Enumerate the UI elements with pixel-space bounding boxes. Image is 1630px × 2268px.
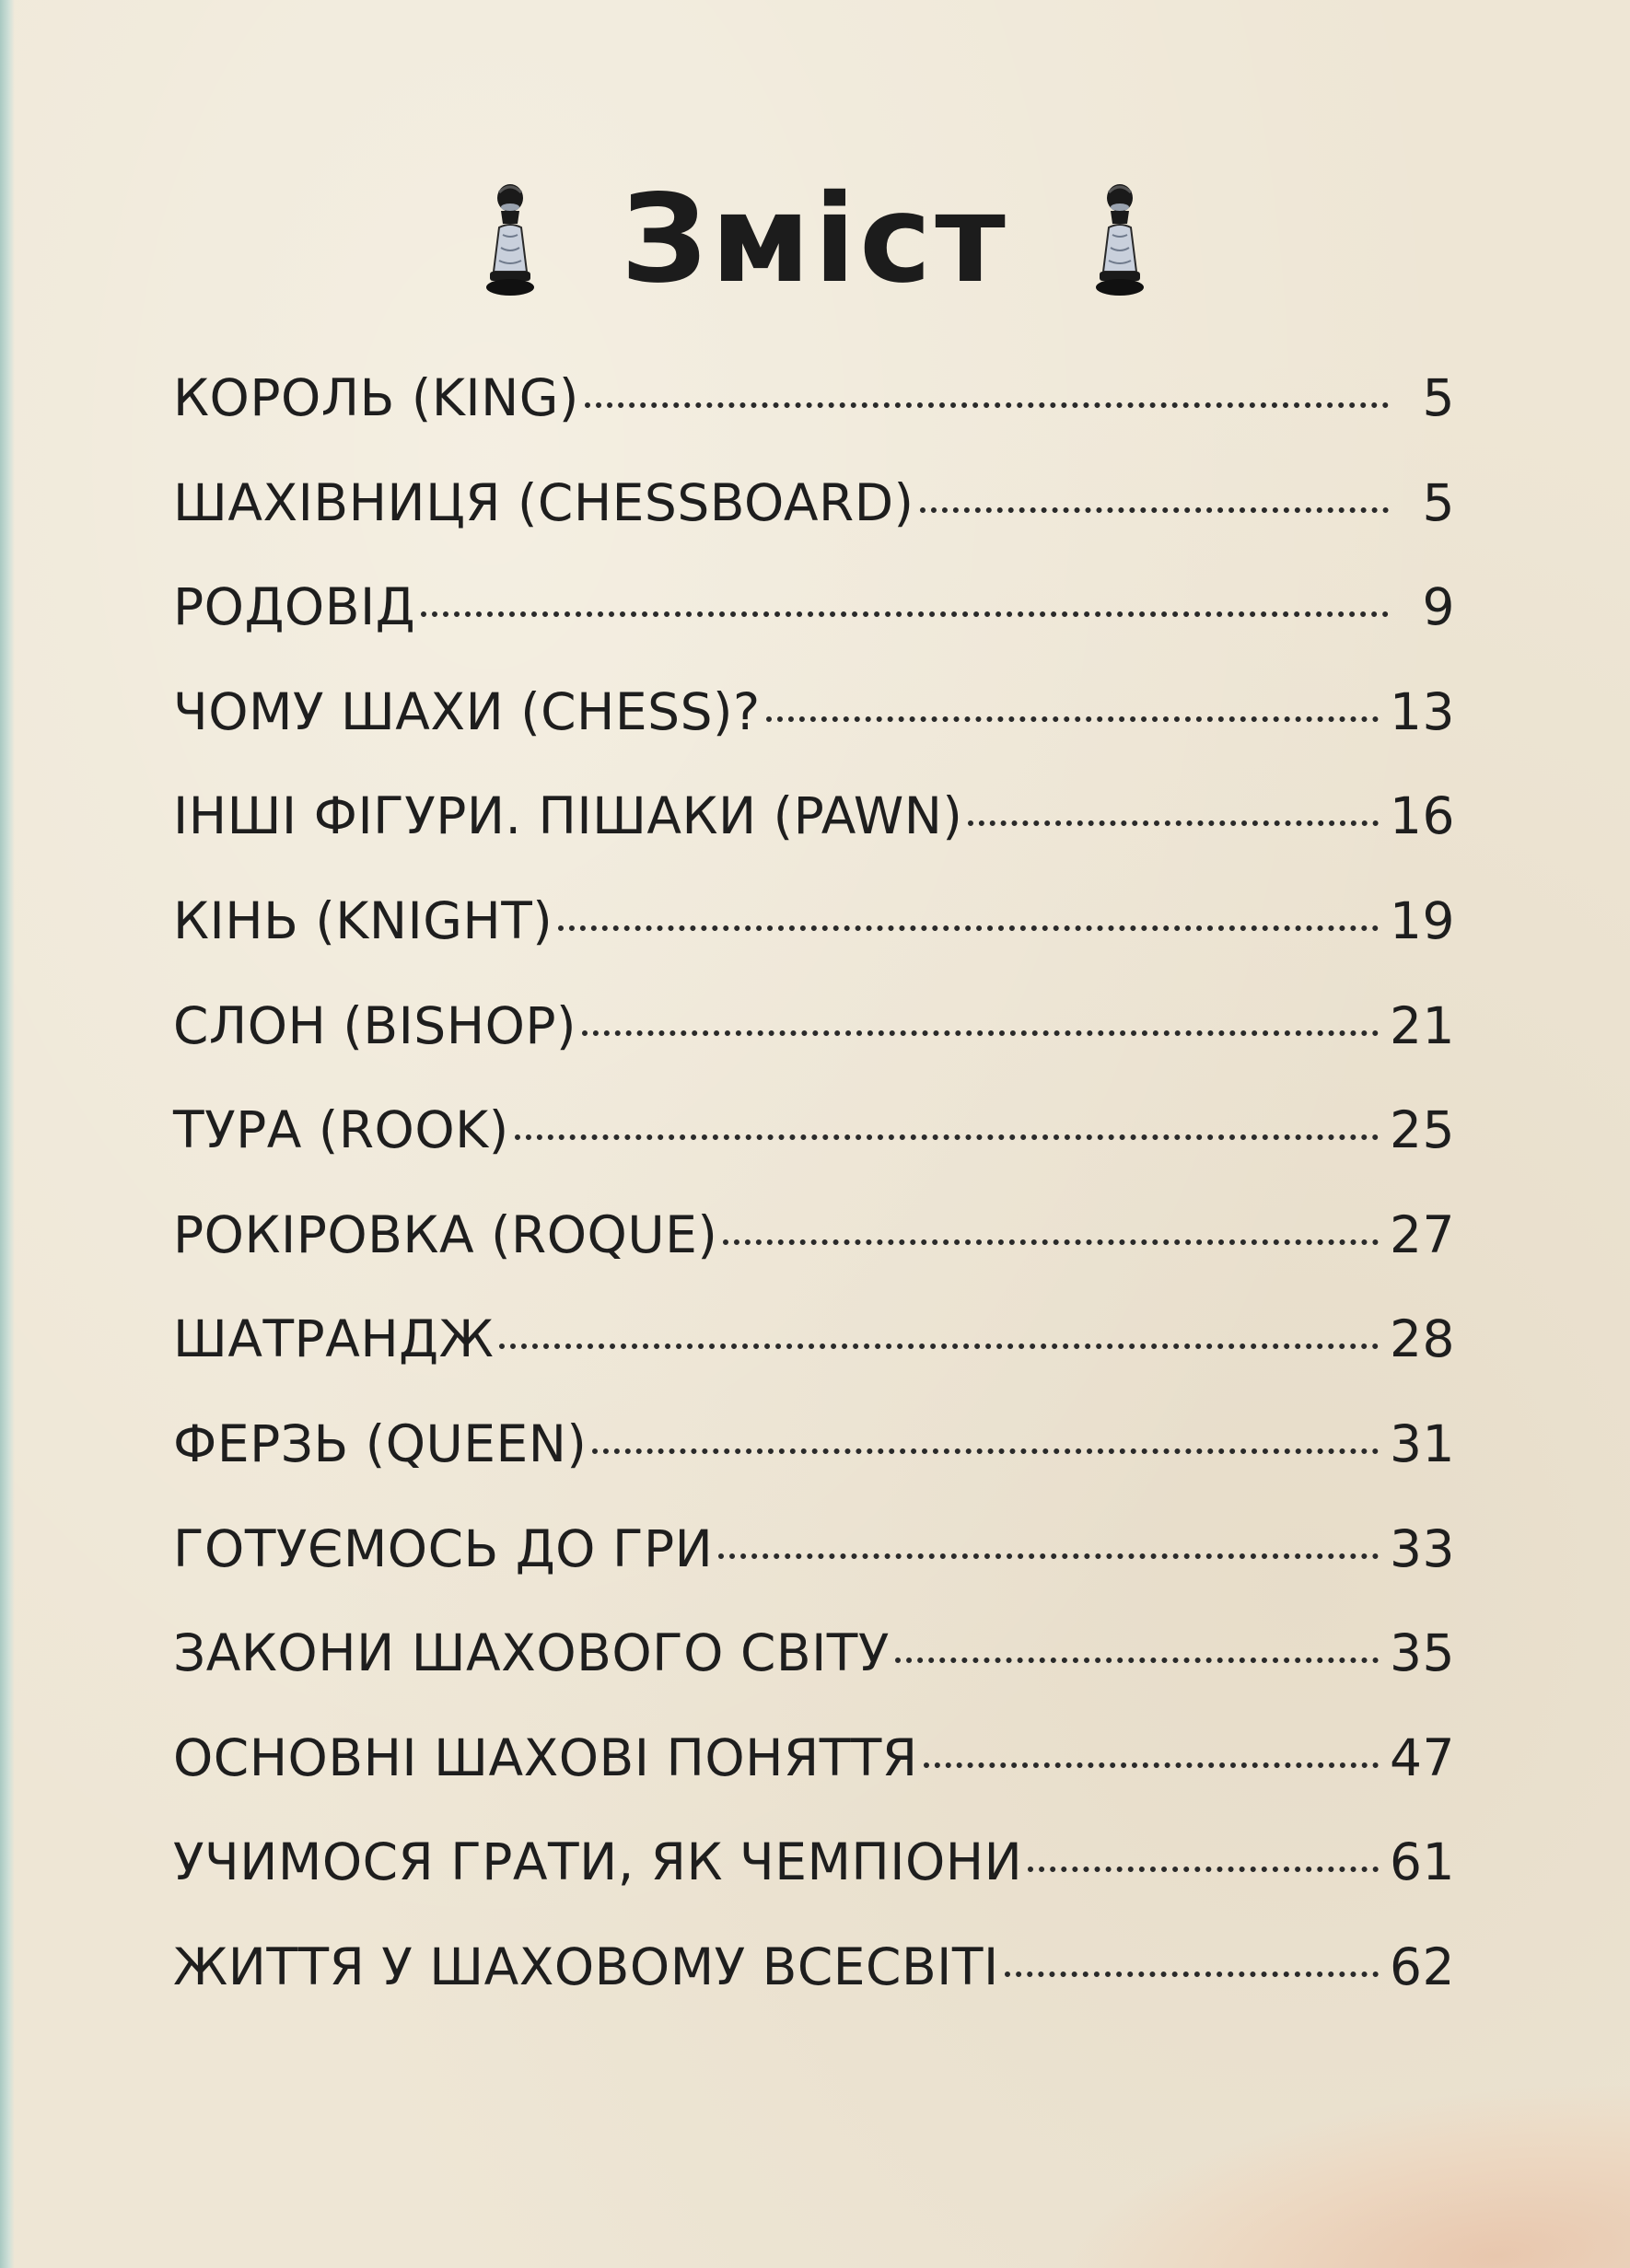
toc-entry-title: РОКІРОВКА (ROQUE) [173,1204,718,1264]
toc-entry[interactable] [173,682,1455,787]
toc-entry[interactable] [173,1414,1455,1519]
toc-entry-title: ШАХІВНИЦЯ (CHESSBOARD) [173,472,914,532]
toc-page-number: 5 [1422,368,1455,427]
toc-page-number: 61 [1390,1832,1455,1892]
toc-entry-title: ГОТУЄМОСЬ ДО ГРИ [173,1518,714,1578]
toc-leader-dots [723,1239,1379,1245]
toc-entry[interactable] [173,368,1455,473]
toc-entry-title: ІНШІ ФІГУРИ. ПІШАКИ (PAWN) [173,786,963,846]
toc-entry[interactable] [173,577,1455,682]
toc-leader-dots [1005,1971,1379,1977]
toc-entry-title: ФЕРЗЬ (QUEEN) [173,1413,588,1473]
toc-entry-title: КОРОЛЬ (KING) [173,368,579,427]
toc-page-number: 5 [1422,472,1455,532]
toc-entry-title: РОДОВІД [173,577,416,637]
toc-entry-title: СЛОН (BISHOP) [173,995,576,1055]
toc-entry[interactable] [173,1519,1455,1624]
toc-entry[interactable] [173,1205,1455,1310]
toc-page-number: 28 [1390,1309,1455,1369]
toc-page-number: 13 [1390,681,1455,741]
toc-page-number: 62 [1390,1937,1455,1996]
title-row [0,157,1630,322]
toc-page-number: 19 [1390,890,1455,950]
toc-entry[interactable] [173,996,1455,1101]
toc-entry-title: ШАТРАНДЖ [173,1309,495,1369]
toc-entry[interactable] [173,891,1455,996]
paper-stain [1030,2069,1630,2268]
toc-entry[interactable] [173,1832,1455,1937]
toc-leader-dots [582,1030,1379,1036]
toc-entry[interactable] [173,1937,1455,2042]
toc-page-number: 33 [1390,1518,1455,1578]
toc-page-number: 9 [1422,577,1455,637]
toc-leader-dots [968,820,1379,826]
toc-leader-dots [895,1657,1379,1663]
toc-leader-dots [515,1134,1379,1140]
toc-entry-title: ЧОМУ ШАХИ (CHESS)? [173,681,761,741]
chess-pawn-icon [483,180,538,299]
toc-page-number: 27 [1390,1204,1455,1264]
toc-entry[interactable] [173,1100,1455,1205]
table-of-contents [173,368,1455,2042]
page-title: Зміст [621,169,1009,310]
toc-entry[interactable] [173,1309,1455,1414]
toc-page-number: 21 [1390,995,1455,1055]
toc-entry-title: ЗАКОНИ ШАХОВОГО СВІТУ [173,1623,890,1683]
toc-page-number: 16 [1390,786,1455,846]
toc-leader-dots [558,925,1379,931]
toc-leader-dots [766,716,1379,722]
chess-pawn-icon [1092,180,1147,299]
toc-page-number: 25 [1390,1100,1455,1160]
toc-entry-title: УЧИМОСЯ ГРАТИ, ЯК ЧЕМПІОНИ [173,1832,1023,1892]
toc-entry-title: ОСНОВНІ ШАХОВІ ПОНЯТТЯ [173,1727,918,1787]
toc-leader-dots [592,1448,1379,1454]
toc-entry-title: КІНЬ (KNIGHT) [173,890,553,950]
toc-entry[interactable] [173,473,1455,578]
toc-entry[interactable] [173,1728,1455,1833]
toc-entry-title: ЖИТТЯ У ШАХОВОМУ ВСЕСВІТІ [173,1937,999,1996]
toc-page-number: 31 [1390,1413,1455,1473]
page-edge-shadow [0,0,15,2268]
toc-entry[interactable] [173,1623,1455,1728]
toc-leader-dots [718,1553,1379,1559]
toc-leader-dots [1028,1867,1379,1872]
toc-page-number: 47 [1390,1727,1455,1787]
toc-page-number: 35 [1390,1623,1455,1683]
toc-entry[interactable] [173,786,1455,891]
toc-leader-dots [920,507,1390,513]
toc-leader-dots [421,611,1389,617]
toc-entry-title: ТУРА (ROOK) [173,1100,509,1160]
toc-leader-dots [499,1343,1379,1349]
toc-leader-dots [585,402,1389,408]
toc-leader-dots [924,1762,1379,1768]
